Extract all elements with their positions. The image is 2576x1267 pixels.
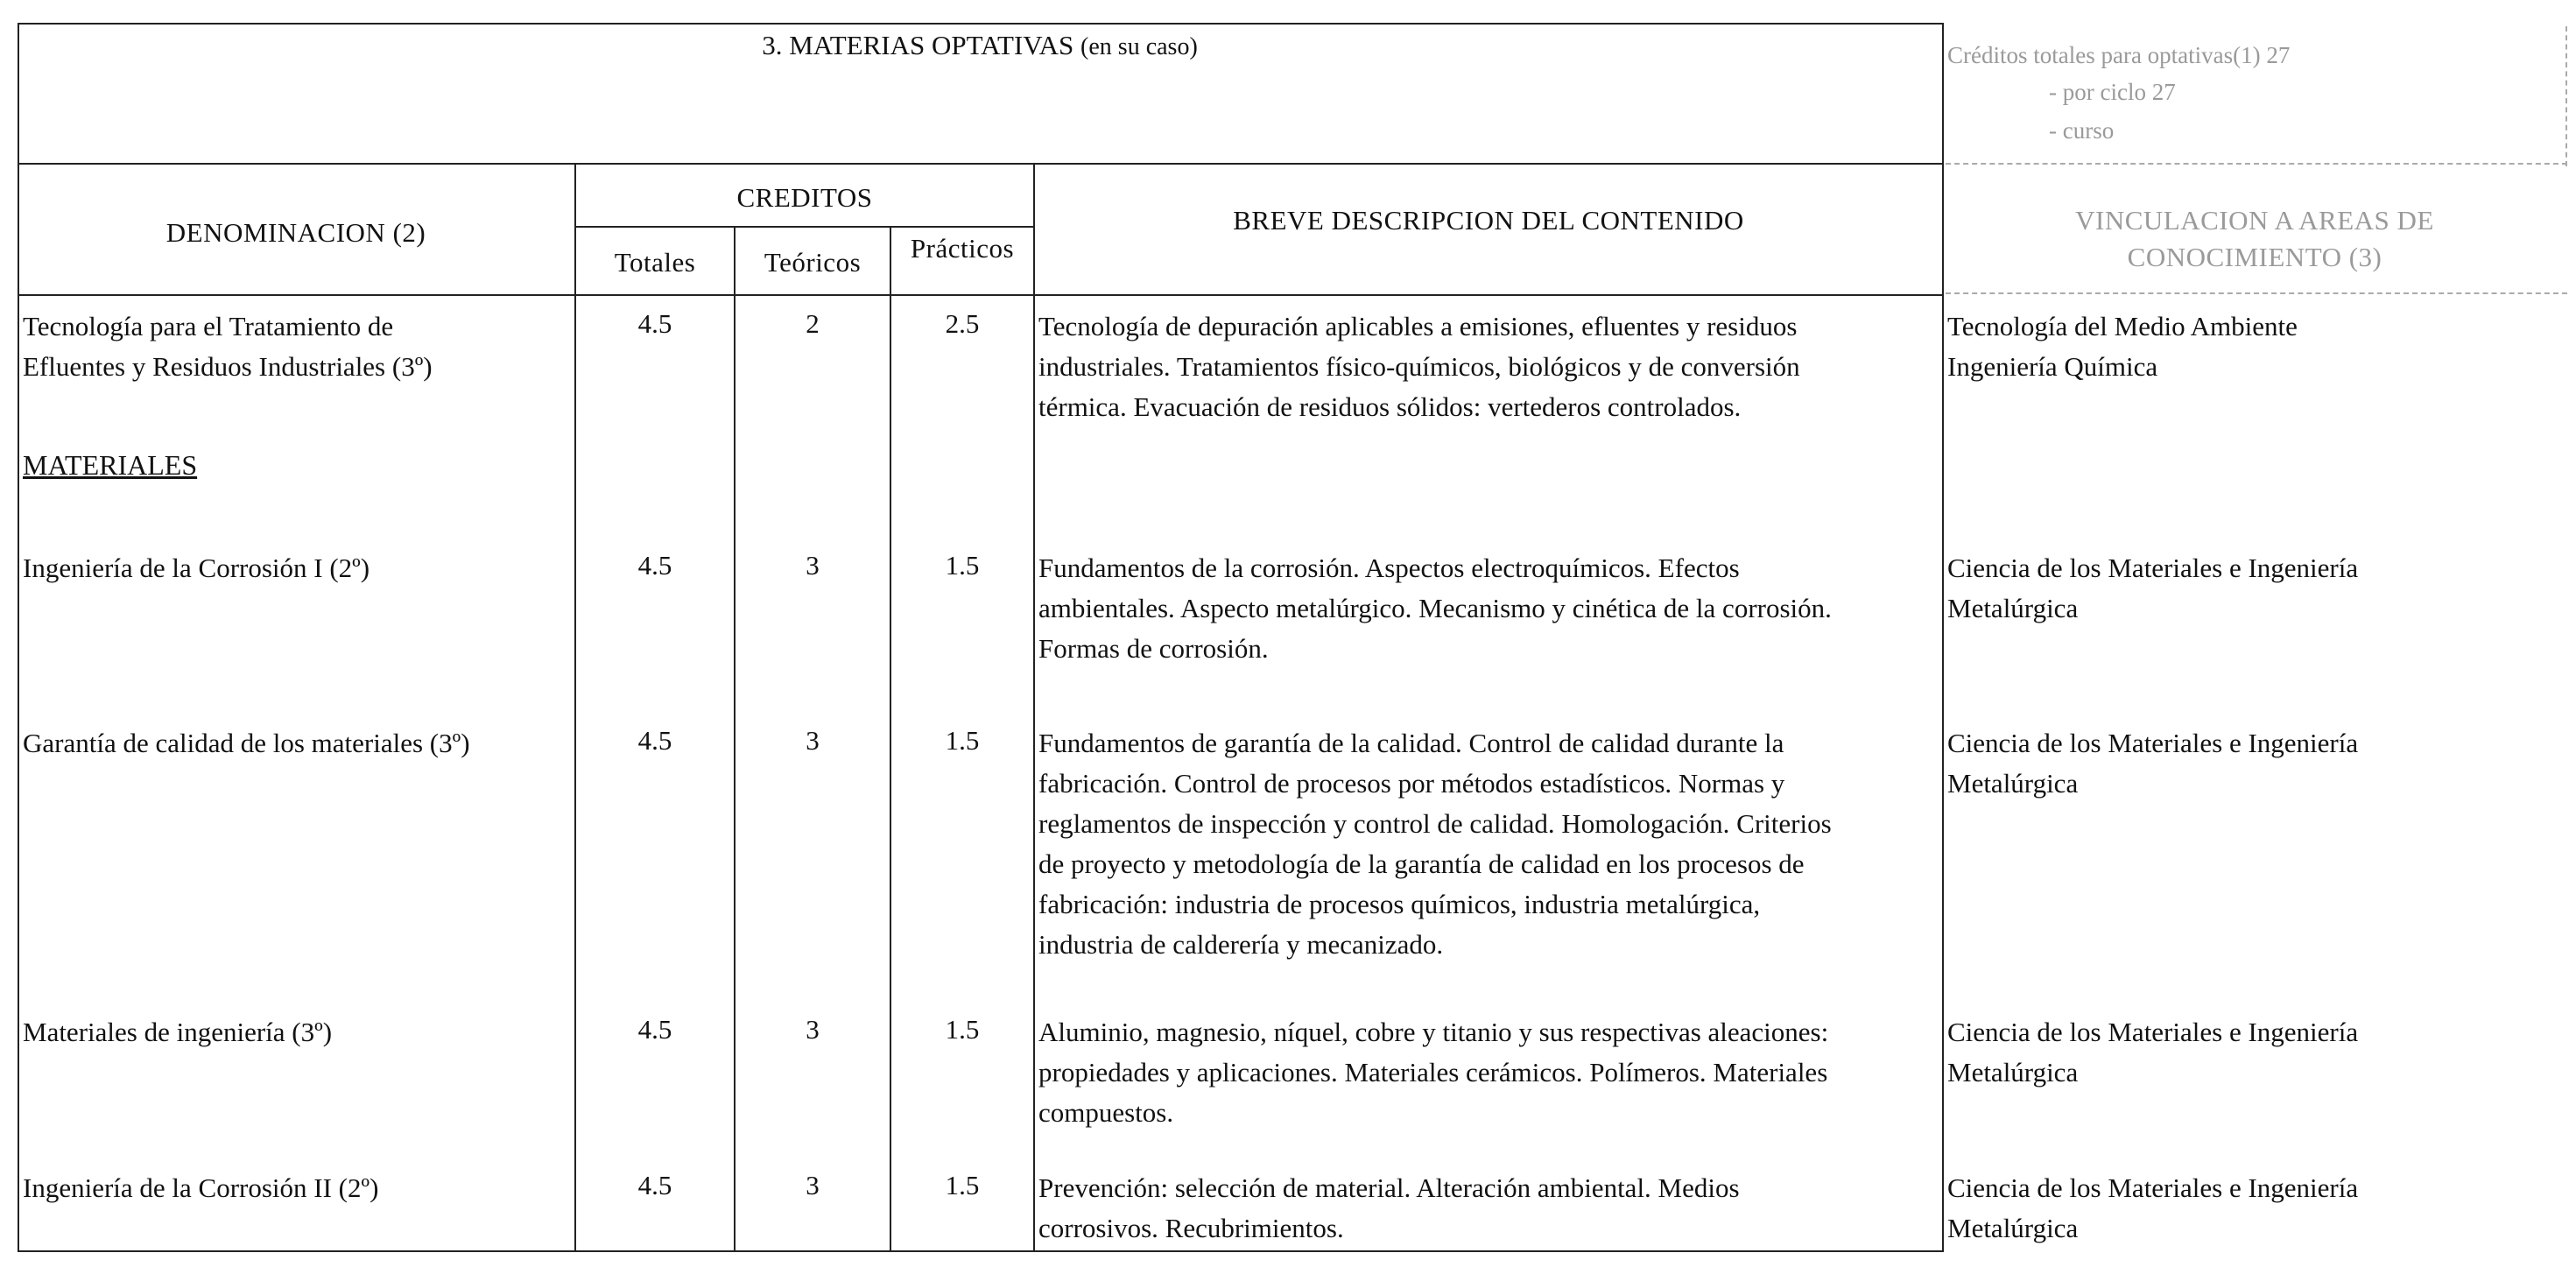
row-2-practicos: 1.5 (945, 550, 980, 581)
row-2-desc-line-3: Formas de corrosión. (1038, 633, 1269, 664)
row-1-practicos: 2.5 (945, 308, 980, 339)
row-1-area-line-2: Ingeniería Química (1947, 351, 2158, 382)
row-4-description (1038, 1012, 1940, 1133)
row-3-desc-line-4: de proyecto y metodología de la garantía de calidad en los procesos de (1038, 848, 1805, 879)
credits-course: - curso (2049, 117, 2115, 144)
right-header-dash (1946, 163, 2567, 165)
header-denominacion: DENOMINACION (2) (165, 217, 426, 248)
row-2-description (1038, 548, 1940, 669)
row-3-description (1038, 723, 1940, 965)
row-5-desc-line-2: corrosivos. Recubrimientos. (1038, 1213, 1344, 1243)
row-1-desc-line-2: industriales. Tratamientos físico-químicos, biológicos y de conversión (1038, 351, 1800, 382)
row-3-area (1947, 723, 2560, 804)
row-4-practicos: 1.5 (945, 1014, 980, 1045)
row-5-totales: 4.5 (637, 1170, 672, 1200)
row-1-desc-line-3: térmica. Evacuación de residuos sólidos: vertederos controlados. (1038, 391, 1742, 422)
row-1-totales: 4.5 (637, 308, 672, 339)
right-header-dash-2 (1946, 292, 2567, 294)
table-border-top (18, 23, 1944, 25)
row-4-desc-line-2: propiedades y aplicaciones. Materiales cerámicos. Polímeros. Materiales (1038, 1057, 1828, 1088)
col-divider-descripcion (1033, 163, 1035, 1250)
row-2-totales: 4.5 (637, 550, 672, 581)
row-3-area-line-2: Metalúrgica (1947, 768, 2079, 799)
row-5-area (1947, 1168, 2560, 1249)
row-5-teoricos: 3 (806, 1170, 820, 1200)
row-1-teoricos: 2 (806, 308, 820, 339)
row-3-name (23, 723, 573, 764)
row-3-totales: 4.5 (637, 725, 672, 756)
section-title (18, 30, 1942, 61)
row-4-desc-line-3: compuestos. (1038, 1097, 1174, 1128)
row-1-name (23, 306, 573, 387)
header-teoricos: Teóricos (764, 247, 862, 278)
row-3-teoricos: 3 (806, 725, 820, 756)
row-2-desc-line-2: ambientales. Aspecto metalúrgico. Mecanismo y cinética de la corrosión. (1038, 593, 1832, 623)
header-vinculacion-1: VINCULACION A AREAS DE (2075, 205, 2434, 236)
row-5-area-line-1: Ciencia de los Materiales e Ingeniería (1947, 1172, 2359, 1203)
row-5-name (23, 1168, 573, 1208)
row-5-name-line-1: Ingeniería de la Corrosión II (2º) (23, 1172, 379, 1203)
row-3-practicos: 1.5 (945, 725, 980, 756)
row-1-name-line-1: Tecnología para el Tratamiento de (23, 311, 394, 341)
row-4-name-line-1: Materiales de ingeniería (3º) (23, 1017, 333, 1047)
row-4-teoricos: 3 (806, 1014, 820, 1045)
row-4-totales: 4.5 (637, 1014, 672, 1045)
table-border-left (18, 23, 19, 1250)
row-5-practicos: 1.5 (945, 1170, 980, 1200)
row-3-desc-line-2: fabricación. Control de procesos por métodos estadísticos. Normas y (1038, 768, 1785, 799)
creditos-sub-divider (574, 226, 1033, 228)
row-3-area-line-1: Ciencia de los Materiales e Ingeniería (1947, 728, 2359, 758)
right-edge-dash (2565, 26, 2567, 166)
table-border-bottom (18, 1250, 1944, 1252)
row-1-area-line-1: Tecnología del Medio Ambiente (1947, 311, 2298, 341)
row-2-desc-line-1: Fundamentos de la corrosión. Aspectos electroquímicos. Efectos (1038, 553, 1740, 583)
header-practicos: Prácticos (910, 233, 1015, 264)
header-creditos: CREDITOS (736, 182, 873, 213)
header-vinculacion-2: CONOCIMIENTO (3) (2127, 242, 2382, 272)
header-row-divider (18, 294, 1944, 296)
row-3-desc-line-1: Fundamentos de garantía de la calidad. Control de calidad durante la (1038, 728, 1784, 758)
section-title-suffix: (en su caso) (1080, 33, 1198, 60)
group-label-materiales: MATERIALES (23, 449, 198, 481)
row-4-area (1947, 1012, 2560, 1093)
credits-total: Créditos totales para optativas(1) 27 (1947, 42, 2291, 68)
row-4-area-line-1: Ciencia de los Materiales e Ingeniería (1947, 1017, 2359, 1047)
row-1-name-line-2: Efluentes y Residuos Industriales (3º) (23, 351, 433, 382)
row-2-name (23, 548, 573, 588)
header-totales: Totales (614, 247, 696, 278)
row-4-name (23, 1012, 573, 1052)
row-2-teoricos: 3 (806, 550, 820, 581)
row-2-area (1947, 548, 2560, 629)
row-5-description (1038, 1168, 1940, 1249)
row-4-area-line-2: Metalúrgica (1947, 1057, 2079, 1088)
row-2-area-line-2: Metalúrgica (1947, 593, 2079, 623)
row-2-name-line-1: Ingeniería de la Corrosión I (2º) (23, 553, 370, 583)
header-descripcion: BREVE DESCRIPCION DEL CONTENIDO (1233, 205, 1744, 236)
row-3-name-line-1: Garantía de calidad de los materiales (3º) (23, 728, 470, 758)
row-4-desc-line-1: Aluminio, magnesio, níquel, cobre y titanio y sus respectivas aleaciones: (1038, 1017, 1829, 1047)
row-3-desc-line-5: fabricación: industria de procesos químicos, industria metalúrgica, (1038, 889, 1761, 919)
row-3-desc-line-3: reglamentos de inspección y control de calidad. Homologación. Criterios (1038, 808, 1832, 839)
row-3-desc-line-6: industria de calderería y mecanizado. (1038, 929, 1444, 960)
row-1-description (1038, 306, 1940, 427)
title-row-divider (18, 163, 1944, 165)
row-1-desc-line-1: Tecnología de depuración aplicables a emisiones, efluentes y residuos (1038, 311, 1798, 341)
row-5-area-line-2: Metalúrgica (1947, 1213, 2079, 1243)
section-title-text: 3. MATERIAS OPTATIVAS (762, 30, 1074, 60)
row-1-area (1947, 306, 2560, 387)
row-2-area-line-1: Ciencia de los Materiales e Ingeniería (1947, 553, 2359, 583)
row-5-desc-line-1: Prevención: selección de material. Alteración ambiental. Medios (1038, 1172, 1740, 1203)
credits-cycle: - por ciclo 27 (2049, 79, 2176, 105)
